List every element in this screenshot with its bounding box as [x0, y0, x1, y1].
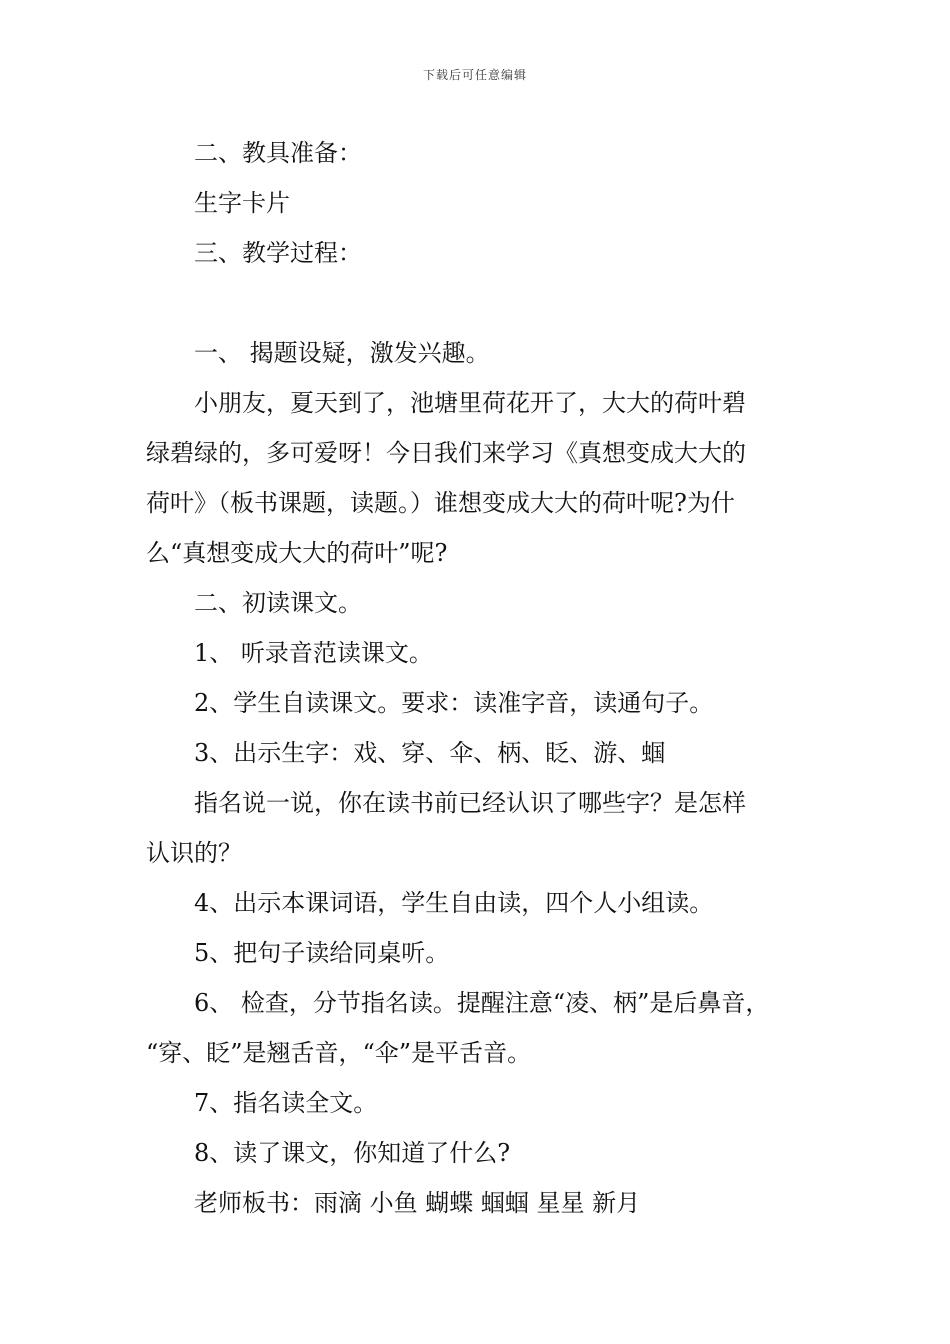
list-item: 2、学生自读课文。要求：读准字音，读通句子。	[194, 689, 714, 717]
paragraph-line: 老师板书：雨滴 小鱼 蝴蝶 蝈蝈 星星 新月	[194, 1189, 641, 1217]
list-item: 8、读了课文，你知道了什么?	[194, 1139, 511, 1167]
paragraph-line: 荷叶》（板书课题，读题。）谁想变成大大的荷叶呢?为什	[146, 489, 735, 517]
paragraph-line: 指名说一说，你在读书前已经认识了哪些字？是怎样	[194, 789, 746, 817]
step-heading: 一、 揭题设疑，激发兴趣。	[194, 339, 490, 367]
list-item: 3、出示生字：戏、穿、伞、柄、眨、游、蝈	[194, 739, 666, 767]
page-header: 下载后可任意编辑	[422, 68, 527, 82]
section-heading: 二、教具准备：	[194, 139, 362, 167]
paragraph-line: “穿、眨”是翘舌音，“伞”是平舌音。	[146, 1039, 532, 1067]
list-item: 6、 检查，分节指名读。提醒注意“凌、柄”是后鼻音，	[194, 989, 770, 1017]
list-item: 4、出示本课词语，学生自由读，四个人小组读。	[194, 889, 714, 917]
section-heading: 三、教学过程：	[194, 239, 362, 267]
paragraph-line: 生字卡片	[194, 189, 290, 217]
document-body	[146, 128, 818, 1228]
blank-line	[146, 278, 818, 328]
list-item: 7、指名读全文。	[194, 1089, 378, 1117]
list-item: 1、 听录音范读课文。	[194, 639, 433, 667]
paragraph-line: 绿碧绿的，多可爱呀！今日我们来学习《真想变成大大的	[146, 439, 746, 467]
paragraph-line: 认识的？	[146, 839, 242, 867]
paragraph-line: 么“真想变成大大的荷叶”呢?	[146, 539, 448, 567]
paragraph-line: 小朋友，夏天到了，池塘里荷花开了，大大的荷叶碧	[194, 389, 746, 417]
list-item: 5、把句子读给同桌听。	[194, 939, 450, 967]
step-heading: 二、初读课文。	[194, 589, 362, 617]
